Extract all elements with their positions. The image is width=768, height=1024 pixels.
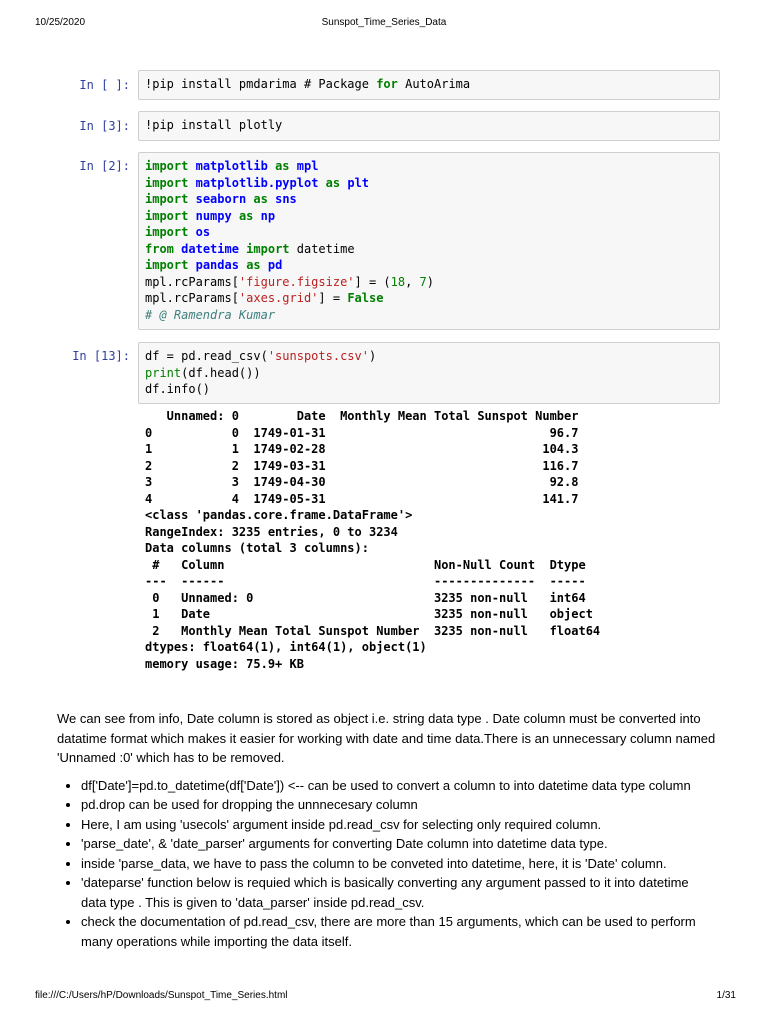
code-input[interactable] bbox=[138, 342, 720, 404]
code-cell-1[interactable] bbox=[60, 70, 720, 100]
code-input[interactable] bbox=[138, 70, 720, 100]
list-item: • df['Date']=pd.to_datetime(df['Date']) <-- can be used to convert a column to into datetime data type column bbox=[81, 776, 717, 796]
markdown-paragraph: We can see from info, Date column is stored as object i.e. string data type . Date column must be converted into datatime format which makes it easier for working with date and time data.There is an unnecessary column named 'Unnamed :0' which has to be removed. bbox=[57, 711, 716, 765]
cell-prompt: In [3]: bbox=[79, 119, 130, 133]
list-item: • Here, I am using 'usecols' argument inside pd.read_csv for selecting only required column. bbox=[81, 815, 717, 835]
list-item: • inside 'parse_data, we have to pass the column to be conveted into datetime, here, it is 'Date' column. bbox=[81, 854, 717, 874]
cell-prompt: In [ ]: bbox=[79, 78, 130, 92]
code-cell-4[interactable] bbox=[60, 342, 720, 404]
code-input[interactable] bbox=[138, 152, 720, 330]
page-number: 1/31 bbox=[716, 990, 736, 1001]
print-date: 10/25/2020 bbox=[35, 17, 86, 28]
code-text: import matplotlib as mpl import matplotlib.pyplot as plt import seaborn as sns import numpy as np import os from datetime import datetime import pandas as pd mpl.rcParams['figure.figsize'] = (18, 7) mpl.rcParams['axes.grid'] = False # @ Ramendra Kumar bbox=[145, 159, 435, 322]
page-title: Sunspot_Time_Series_Data bbox=[321, 17, 447, 28]
list-item: • 'dateparse' function below is requied which is basically converting any argument passed to it into datetime data type . This is given to 'data_parser' inside pd.read_csv. bbox=[81, 873, 717, 912]
markdown-cell bbox=[57, 709, 717, 951]
code-text: !pip install pmdarima # Package for AutoArima bbox=[145, 77, 471, 91]
bullet-list bbox=[57, 776, 717, 952]
cell-prompt: In [13]: bbox=[72, 349, 130, 363]
list-item: • pd.drop can be used for dropping the unnnecesary column bbox=[81, 795, 717, 815]
list-item: • 'parse_date', & 'date_parser' arguments for converting Date column into datetime data type. bbox=[81, 834, 717, 854]
code-input[interactable] bbox=[138, 111, 720, 141]
list-item: • check the documentation of pd.read_csv, there are more than 15 arguments, which can be used to perform many operations while importing the data itself. bbox=[81, 912, 717, 951]
code-cell-3[interactable] bbox=[60, 152, 720, 330]
cell-prompt: In [2]: bbox=[79, 159, 130, 173]
cell-output: Unnamed: 0 Date Monthly Mean Total Sunspot Number 0 0 1749-01-31 96.7 1 1 1749-02-28 104.3 2 2 1749-03-31 116.7 3 3 1749-04-30 92.8 4 4 1749-05-31 141.7 <class 'pandas.core.frame.DataFrame'> RangeIndex: 3235 entries, 0 to 3234 Data columns (total 3 columns): # Column Non-Null Count Dtype --- ------ -------------- ----- 0 Unnamed: 0 3235 non-null int64 1 Date 3235 non-null object 2 Monthly Mean Total Sunspot Number 3235 non-null float64 dtypes: float64(1), int64(1), object(1) memory usage: 75.9+ KB bbox=[145, 409, 601, 671]
code-text: df = pd.read_csv('sunspots.csv') print(df.head()) df.info() bbox=[145, 349, 377, 396]
file-path: file:///C:/Users/hP/Downloads/Sunspot_Time_Series.html bbox=[35, 990, 288, 1001]
code-text: !pip install plotly bbox=[145, 118, 283, 132]
code-cell-2[interactable] bbox=[60, 111, 720, 141]
